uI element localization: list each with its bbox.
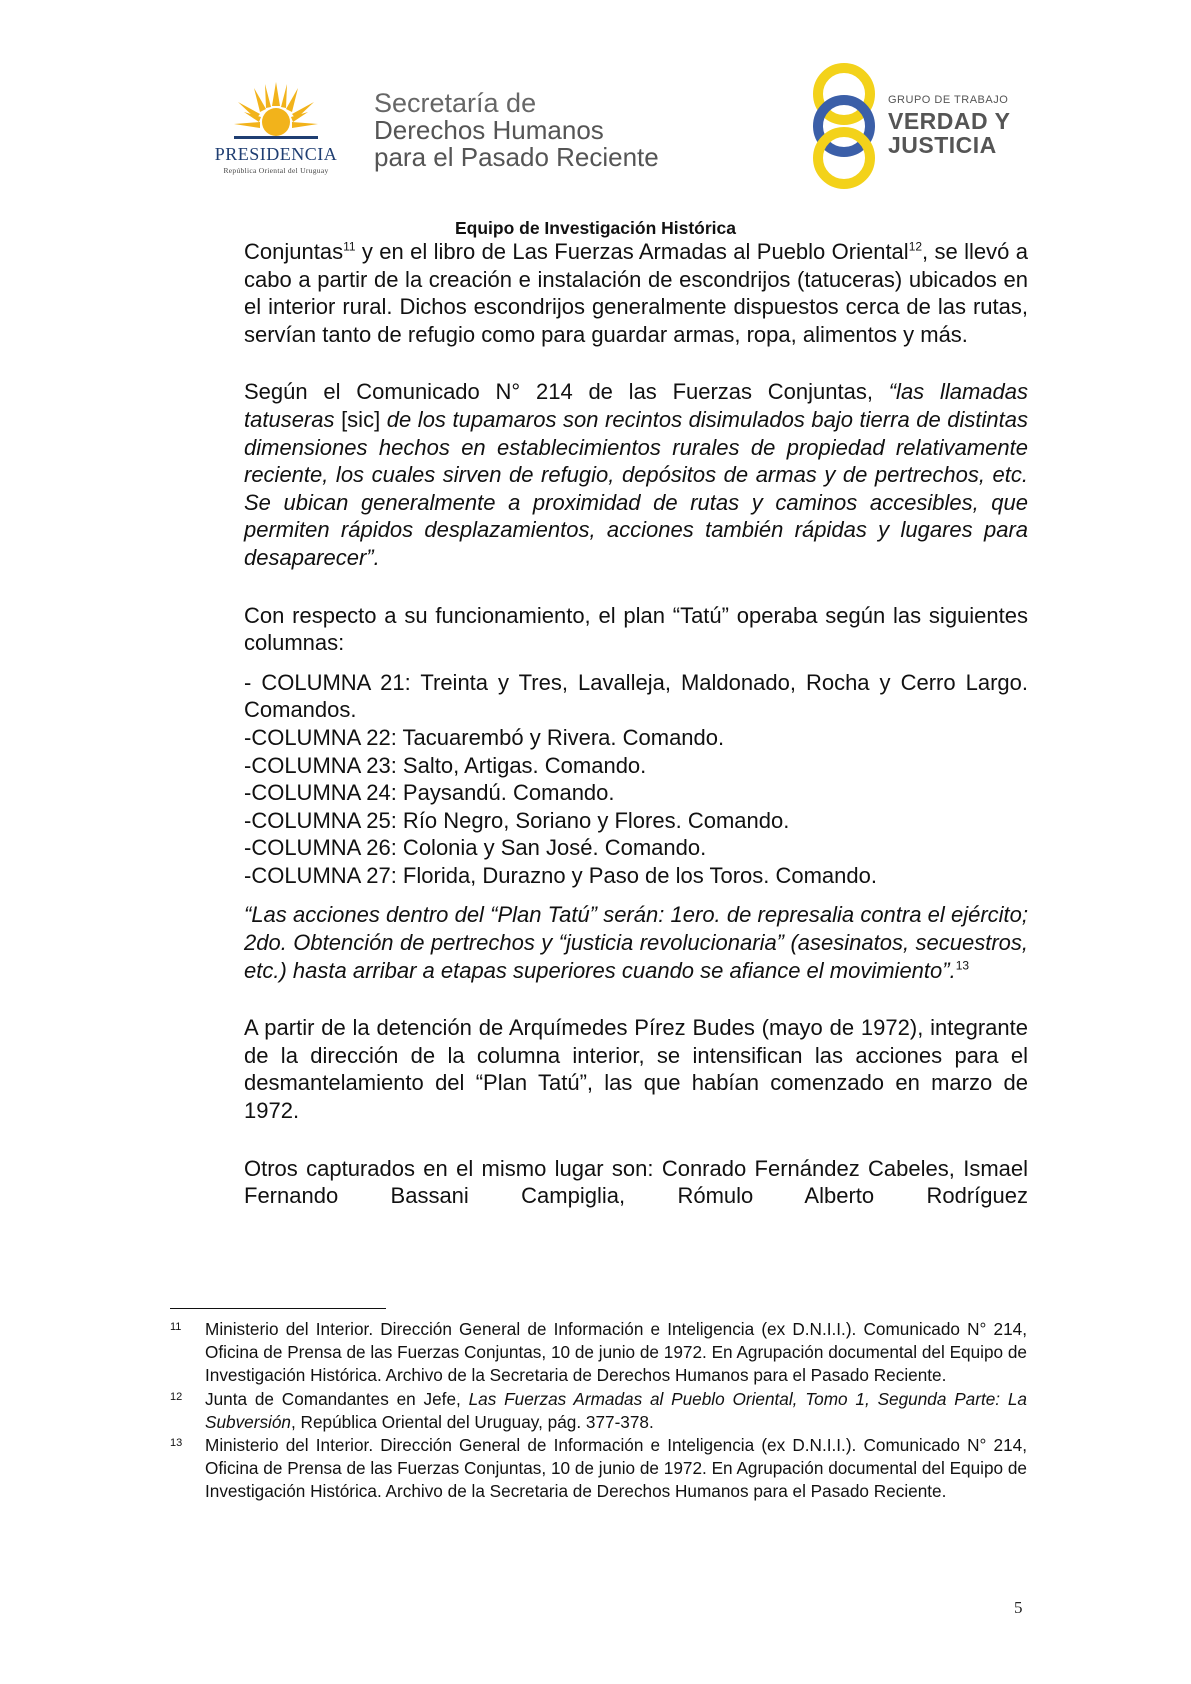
footnote-rule	[170, 1308, 386, 1309]
p1-text-b: y en el libro de Las Fuerzas Armadas al Pueblo Oriental	[355, 239, 909, 264]
paragraph-1	[244, 238, 1028, 348]
footnote-number: 13	[170, 1437, 183, 1450]
footnote-ref-13: 13	[955, 958, 970, 973]
grupo-label: GRUPO DE TRABAJO	[888, 94, 1009, 106]
presidencia-subtitle: República Oriental del Uruguay	[223, 166, 329, 175]
team-title: Equipo de Investigación Histórica	[454, 218, 737, 238]
footnote-lead: Junta de Comandantes en Jefe,	[205, 1388, 469, 1409]
list-item: -COLUMNA 24: Paysandú. Comando.	[244, 780, 615, 806]
footnote-book-title: Las Fuerzas Armadas al Pueblo Oriental, Tomo 1, Segunda Parte: La Subversión	[205, 1388, 1027, 1432]
presidencia-name: PRESIDENCIA	[214, 144, 338, 164]
paragraph-5: Otros capturados en el mismo lugar son: Conrado Fernández Cabeles, Ismael Fernando Bassani Campiglia, Rómulo Alberto Rodríguez	[244, 1155, 1028, 1209]
grupo-title-1: VERDAD Y	[888, 108, 1011, 134]
secretaria-line-2: Derechos Humanos	[374, 115, 604, 145]
p2-quote-2: de los tupamaros son recintos disimulados bajo tierra de distintas dimensiones hechos en establecimientos rurales de propiedad relativamente reciente, los cuales sirven de refugio, depósitos de armas y de pertrechos, etc. Se ubican generalmente a proximidad de rutas y caminos accesibles, que permiten rápidos desplazamientos, acciones también rápidas y lugares para desaparecer”.	[244, 406, 1029, 570]
sun-icon	[234, 82, 318, 144]
list-item: -COLUMNA 26: Colonia y San José. Comando.	[244, 835, 707, 861]
footnotes	[170, 1318, 1027, 1504]
p1-text-a: Conjuntas	[244, 239, 344, 264]
footnote-number: 12	[170, 1390, 183, 1403]
verdad-justicia-logo	[808, 62, 1028, 192]
footnote-ref-12: 12	[908, 239, 923, 254]
p2-quote-1: “las llamadas tatuseras	[244, 379, 1028, 432]
footnote-text: Ministerio del Interior. Dirección General de Información e Inteligencia (ex D.N.I.I.). Comunicado N° 214, Oficina de Prensa de las Fuerzas Conjuntas, 10 de junio de 1972. En Agrupación documental del Equipo de Investigación Histórica. Archivo de la Secretaria de Derechos Humanos para el Pasado Reciente.	[205, 1319, 1027, 1386]
document-body	[244, 238, 1028, 1210]
rings-icon	[808, 62, 880, 190]
footnote-12	[170, 1388, 1027, 1434]
secretaria-logo-text	[374, 90, 704, 171]
footnote-number: 11	[170, 1321, 182, 1333]
paragraph-3: Con respecto a su funcionamiento, el plan “Tatú” operaba según las siguientes columnas:	[244, 602, 1028, 656]
secretaria-line-3: para el Pasado Reciente	[374, 142, 659, 172]
footnote-text: Ministerio del Interior. Dirección General de Información e Inteligencia (ex D.N.I.I.). Comunicado N° 214, Oficina de Prensa de las Fuerzas Conjuntas, 10 de junio de 1972. En Agrupación documental del Equipo de Investigación Histórica. Archivo de la Secretaria de Derechos Humanos para el Pasado Reciente.	[205, 1435, 1027, 1502]
footnote-11	[170, 1318, 1027, 1388]
p2-lead: Según el Comunicado N° 214 de las Fuerzas Conjuntas,	[244, 379, 889, 405]
list-item: -COLUMNA 23: Salto, Artigas. Comando.	[244, 752, 647, 778]
list-item: -COLUMNA 27: Florida, Durazno y Paso de los Toros. Comando.	[244, 862, 877, 888]
quote-text: “Las acciones dentro del “Plan Tatú” serán: 1ero. de represalia contra el ejército; 2do. Obtención de pertrechos y “justicia revolucionaria” (asesinatos, secuestros, etc.) hasta arribar a etapas superiores cuando se afiance el movimiento”.	[244, 902, 1028, 983]
presidencia-logo	[196, 82, 356, 182]
footnote-13	[170, 1434, 1027, 1504]
p2-sic: [sic]	[334, 406, 387, 432]
list-item: - COLUMNA 21: Treinta y Tres, Lavalleja, Maldonado, Rocha y Cerro Largo. Comandos.	[244, 669, 1028, 723]
footnote-rest: , República Oriental del Uruguay, pág. 377-378.	[291, 1411, 654, 1432]
paragraph-2	[244, 378, 1028, 571]
footnote-ref-11: 11	[343, 239, 356, 254]
quote-paragraph	[244, 901, 1028, 984]
list-item: -COLUMNA 22: Tacuarembó y Rivera. Comando.	[244, 724, 725, 750]
grupo-title-2: JUSTICIA	[888, 132, 997, 158]
paragraph-4: A partir de la detención de Arquímedes Pírez Budes (mayo de 1972), integrante de la dirección de la columna interior, se intensifican las acciones para el desmantelamiento del “Plan Tatú”, las que habían comenzado en marzo de 1972.	[244, 1015, 1028, 1124]
p1-text-c: , se llevó a cabo a partir de la creación e instalación de escondrijos (tatuceras) ubicados en el interior rural. Dichos escondrijos generalmente dispuestos cerca de las rutas, servían tanto de refugio como para guardar armas, ropa, alimentos y más.	[244, 239, 1028, 347]
page-number: 5	[1014, 1598, 1023, 1617]
columns-list	[244, 669, 1028, 890]
secretaria-line-1: Secretaría de	[374, 88, 537, 118]
list-item: -COLUMNA 25: Río Negro, Soriano y Flores. Comando.	[244, 807, 790, 833]
